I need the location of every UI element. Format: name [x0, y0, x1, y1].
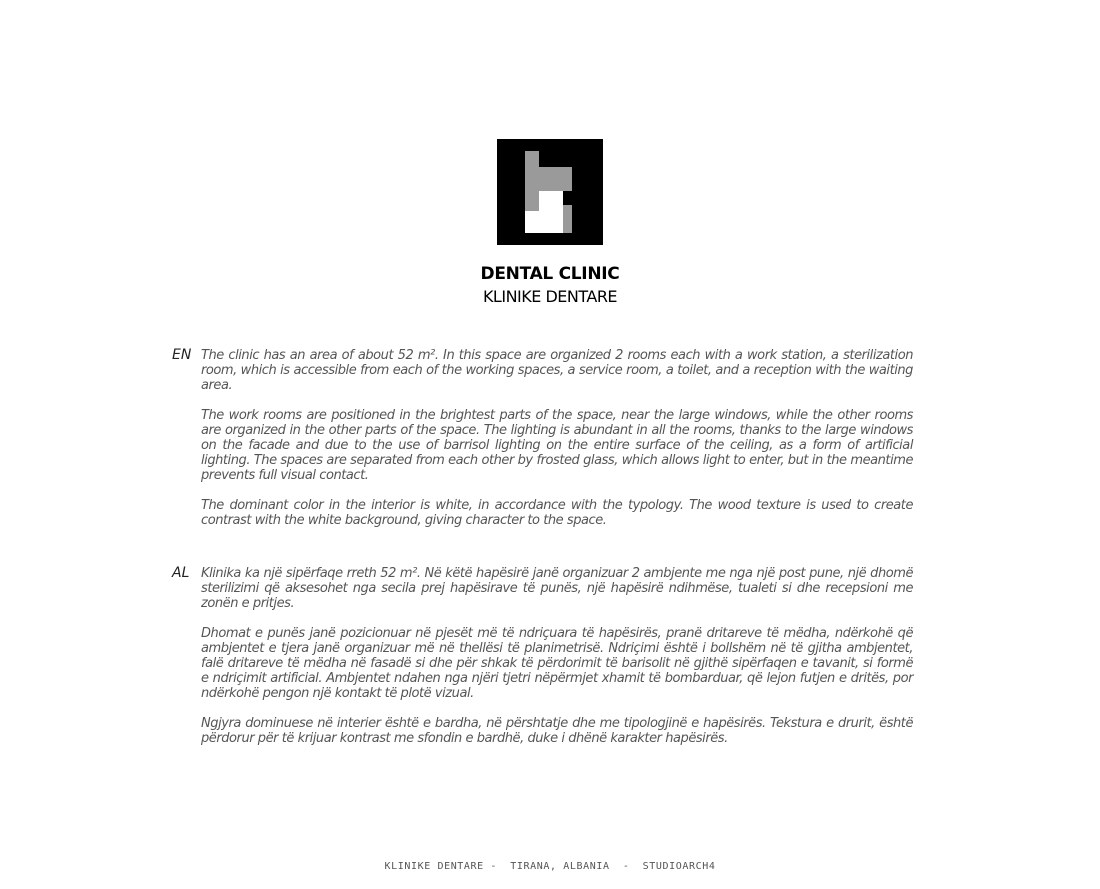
page-title: DENTAL CLINIC — [480, 264, 620, 284]
paragraph-al-3: Ngjyra dominuese në interier është e bardha, në përshtatje dhe me tipologjinë e hapësirës. Tekstura e drurit, është përdorur për të krijuar kontrast me sfondin e bardhë, duke i dhënë karakter hapësirës. — [201, 716, 913, 746]
paragraph-al-1: Klinika ka një sipërfaqe rreth 52 m². Në këtë hapësirë janë organizuar 2 ambjente me nga një post pune, një dhomë sterilizimi që aksesohet nga secila prej hapësirave të punës, një hapësirë ndihmëse, tualeti si dhe recepsioni me zonën e pritjes. — [201, 566, 913, 611]
paragraph-en-3: The dominant color in the interior is white, in accordance with the typology. The wood texture is used to create contrast with the white background, giving character to the space. — [201, 498, 913, 528]
clinic-logo-icon — [497, 139, 603, 245]
footer-caption: KLINIKE DENTARE - TIRANA, ALBANIA - STUDIOARCH4 — [384, 861, 716, 872]
paragraph-en-1: The clinic has an area of about 52 m². In this space are organized 2 rooms each with a work station, a sterilization room, which is accessible from each of the working spaces, a service room, a toilet, and a reception with the waiting area. — [201, 348, 913, 393]
text-section-al — [201, 566, 913, 761]
text-section-en — [201, 348, 913, 543]
language-code-al: AL — [172, 565, 190, 581]
page-subtitle: KLINIKE DENTARE — [482, 287, 618, 306]
language-code-en: EN — [172, 347, 192, 363]
paragraph-en-2: The work rooms are positioned in the brightest parts of the space, near the large windows, while the other rooms are organized in the other parts of the space. The lighting is abundant in all the rooms, thanks to the large windows on the facade and due to the use of barrisol lighting on the entire surface of the ceiling, as a form of artificial lighting. The spaces are separated from each other by frosted glass, which allows light to enter, but in the meantime prevents full visual contact. — [201, 408, 913, 483]
paragraph-al-2: Dhomat e punës janë pozicionuar në pjesët më të ndriçuara të hapësirës, pranë dritareve të mëdha, ndërkohë që ambjentet e tjera janë organizuar më në thellësi të planimetrisë. Ndriçimi është i bollshëm në të gjitha ambjentet, falë dritareve të mëdha në fasadë si dhe për shkak të përdorimit të barisolit në gjithë sipërfaqen e tavanit, si formë e ndriçimit artificial. Ambjentet ndahen nga njëri tjetri nëpërmjet xhamit të bombarduar, që lejon futjen e dritës, por ndërkohë pengon një kontakt të plotë vizual. — [201, 626, 913, 701]
